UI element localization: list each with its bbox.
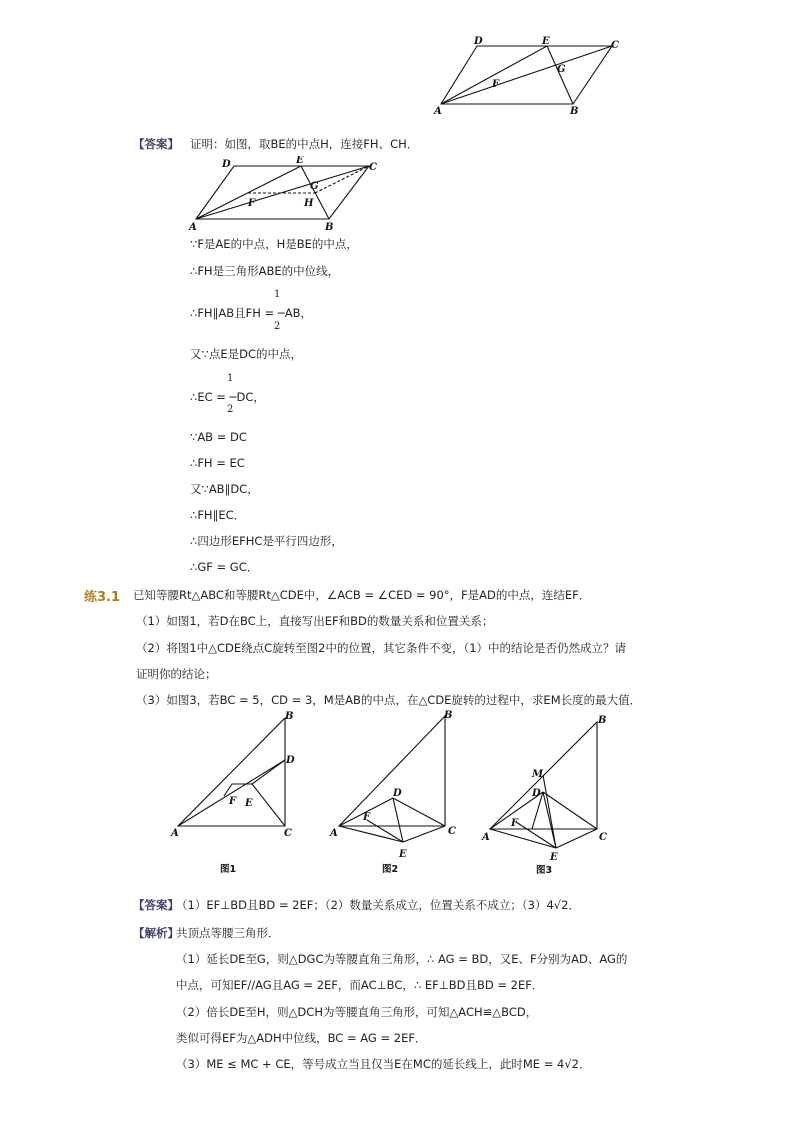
figure-1 (168, 708, 303, 880)
fraction-numerator: 1 (227, 373, 234, 384)
label-f: F (229, 796, 237, 807)
label-b: B (285, 711, 294, 722)
label-f: F (363, 812, 371, 823)
label-f: F (511, 818, 519, 829)
label-b: B (444, 710, 453, 721)
label-b: B (570, 106, 579, 117)
exercise-number: 练3.1 (84, 590, 121, 605)
label-e: E (399, 849, 407, 860)
analysis-line: 中点，可知EF//AG且AG = 2EF，而AC⊥BC，∴ EF⊥BD且BD = 2EF． (176, 978, 544, 992)
proof-step: ∴GF = GC． (190, 560, 259, 574)
question-3: （3）如图3，若BC = 5，CD = 3，M是AB的中点，在△CDE旋转的过程中，求EM长度的最大值． (136, 693, 642, 707)
fraction-denominator: 2 (274, 321, 281, 332)
figure-3-caption: 图3 (536, 865, 553, 876)
label-b: B (325, 222, 334, 233)
analysis-intro: 共顶点等腰三角形． (176, 926, 280, 940)
label-c: C (284, 828, 292, 839)
label-d: D (474, 36, 483, 47)
label-g: G (310, 181, 319, 192)
proof-step: ∴FH是三角形ABE的中位线， (190, 264, 340, 278)
proof-step: ∴FH = EC (190, 456, 245, 470)
label-e: E (296, 156, 304, 166)
label-c: C (448, 826, 456, 837)
proof-step: ∴FH∥AB且FH = ─AB， (190, 306, 312, 320)
label-a: A (330, 828, 338, 839)
answer-tag: 【答案】 (133, 898, 179, 912)
analysis-tag: 【解析】 (133, 926, 179, 940)
analysis-line: （3）ME ≤ MC + CE，等号成立当且仅当E在MC的延长线上，此时ME = 4√2． (176, 1057, 591, 1071)
exercise-statement: 已知等腰Rt△ABC和等腰Rt△CDE中，∠ACB = ∠CED = 90°，F是AD的中点，连结EF． (133, 588, 591, 602)
label-d: D (532, 788, 541, 799)
proof-step: ∴四边形EFHC是平行四边形， (190, 534, 343, 548)
question-2: （2）将图1中△CDE绕点C旋转至图2中的位置，其它条件不变，（1）中的结论是否仍然成立？请 (136, 641, 627, 655)
label-e: E (542, 36, 550, 47)
proof-step: 又∵点E是DC的中点， (190, 347, 302, 361)
figure-1-caption: 图1 (220, 864, 237, 875)
top-parallelogram-figure (430, 34, 630, 118)
analysis-line: （2）倍长DE至H，则△DCH为等腰直角三角形，可知△ACH≌△BCD， (176, 1005, 538, 1019)
label-d: D (286, 755, 295, 766)
label-a: A (434, 106, 442, 117)
proof-step: ∵AB = DC (190, 430, 247, 444)
analysis-line: 类似可得EF为△ADH中位线，BC = AG = 2EF． (176, 1031, 427, 1045)
label-e: E (245, 798, 253, 809)
label-f: F (492, 79, 500, 90)
label-a: A (171, 828, 179, 839)
figure-2 (327, 708, 467, 880)
proof-step: ∵F是AE的中点，H是BE的中点， (190, 237, 358, 251)
answer-parallelogram-figure (186, 156, 386, 236)
label-c: C (369, 162, 377, 173)
analysis-line: （1）延长DE至G，则△DGC为等腰直角三角形，∴ AG = BD，又E、F分别为AD、AG的 (176, 952, 628, 966)
figure-2-caption: 图2 (382, 864, 399, 875)
label-d: D (393, 788, 402, 799)
label-m: M (532, 769, 544, 780)
label-a: A (482, 832, 490, 843)
label-a: A (189, 222, 197, 233)
answer-text: （1）EF⊥BD且BD = 2EF；（2）数量关系成立，位置关系不成立；（3）4√2． (176, 898, 580, 912)
label-g: G (557, 64, 566, 75)
fraction-numerator: 1 (274, 289, 281, 300)
answer-lead: 证明：如图，取BE的中点H，连接FH、CH． (190, 137, 419, 151)
proof-step: ∴FH∥EC． (190, 508, 246, 522)
proof-step: 又∵AB∥DC， (190, 482, 259, 496)
proof-step: ∴EC = ─DC， (190, 390, 265, 404)
label-f: F (248, 198, 256, 209)
label-d: D (222, 159, 231, 170)
label-c: C (611, 40, 619, 51)
label-h: H (304, 198, 314, 209)
label-c: C (599, 832, 607, 843)
answer-tag: 【答案】 (133, 137, 179, 151)
fraction-denominator: 2 (227, 404, 234, 415)
label-e: E (550, 852, 558, 863)
figure-3 (480, 708, 620, 880)
label-b: B (598, 715, 607, 726)
question-1: （1）如图1，若D在BC上，直接写出EF和BD的数量关系和位置关系； (136, 614, 494, 628)
question-2-cont: 证明你的结论； (136, 667, 217, 681)
